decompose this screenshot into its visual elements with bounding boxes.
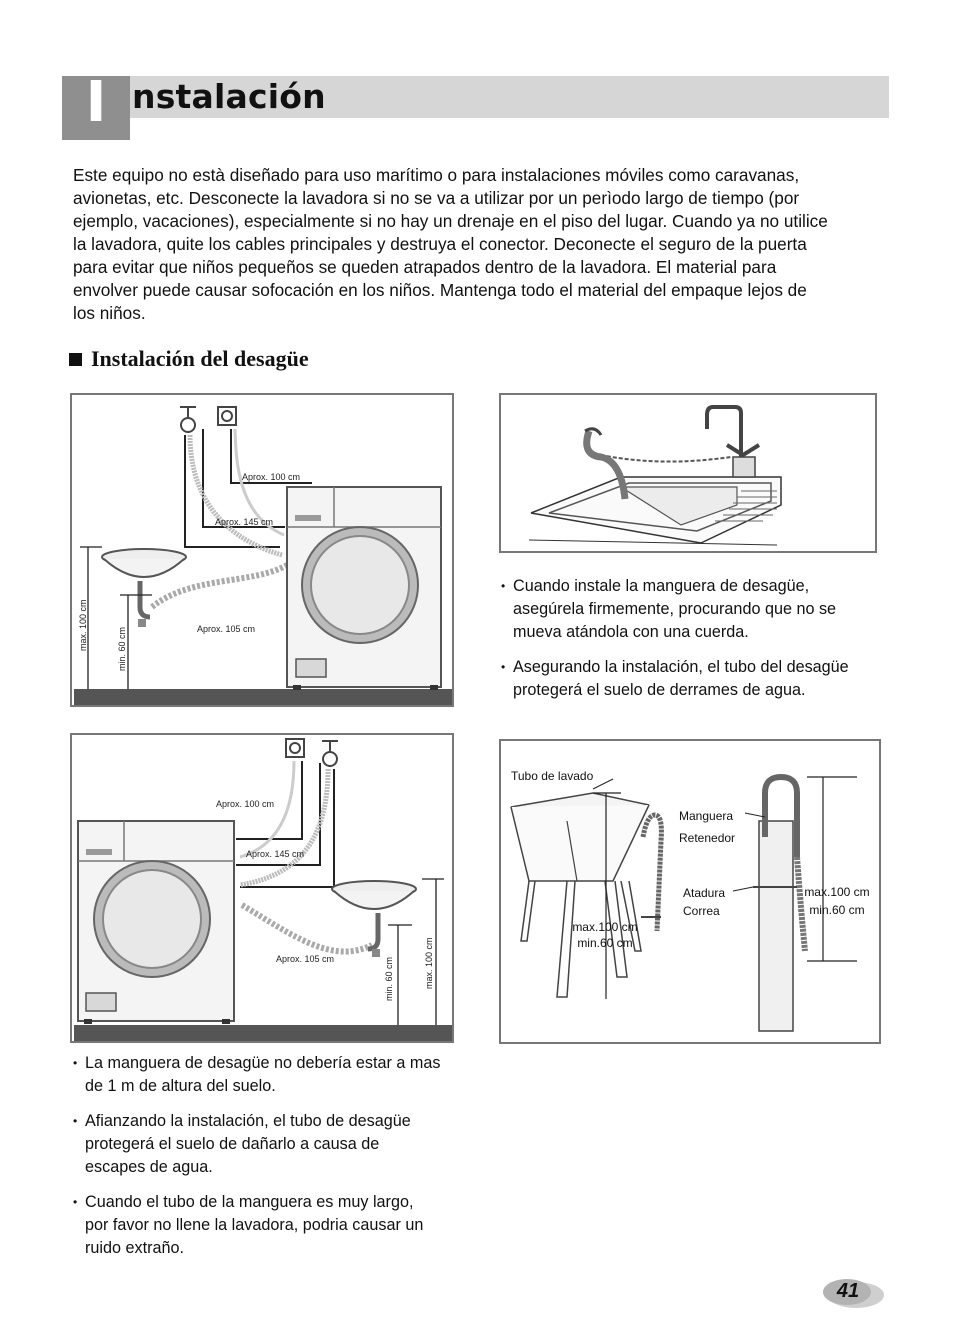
label-aprox-100: Aprox. 100 cm <box>216 799 275 809</box>
label-left-min: min.60 cm <box>577 936 633 950</box>
label-retenedor: Retenedor <box>679 831 736 845</box>
label-left-max: max.100 cm <box>572 920 638 934</box>
label-aprox-145: Aprox. 145 cm <box>246 849 305 859</box>
bullet-item <box>501 656 881 702</box>
figure-drain-sink-left <box>70 393 454 707</box>
bullet-item <box>73 1191 441 1260</box>
bullet-item <box>73 1052 441 1098</box>
figure-laundry-tub <box>499 739 881 1044</box>
bullet-item <box>501 575 881 644</box>
label-min-60: min. 60 cm <box>384 956 394 1001</box>
page-number: 41 <box>836 1280 860 1302</box>
label-max-100: max. 100 cm <box>424 937 434 989</box>
bullets-right <box>501 575 881 714</box>
bullet-item <box>73 1110 441 1179</box>
bullet-dot-icon: • <box>501 660 506 674</box>
label-right-min: min.60 cm <box>809 903 865 917</box>
label-correa: Correa <box>683 904 720 918</box>
label-aprox-105: Aprox. 105 cm <box>276 954 335 964</box>
bullet-text: Afianzando la instalación, el tubo de desagüe protegerá el suelo de dañarlo a causa de escapes de agua. <box>85 1112 411 1176</box>
figure-drain-sink-left-drawing <box>72 395 452 705</box>
label-max-100: max. 100 cm <box>78 599 88 651</box>
label-right-max: max.100 cm <box>804 885 870 899</box>
intro-paragraph: Este equipo no està diseñado para uso marítimo o para instalaciones móviles como caravanas, avionetas, etc. Desconecte la lavadora si no se va a utilizar por un perìodo largo de tiempo (por ejemplo, vacaciones), especialmente si no hay un drenaje en el piso del lugar. Cuando ya no utilice la lavadora, quite los cables principales y destruya el conector. Deconecte el seguro de la puerta para evitar que niños pequeños se queden atrapados dentro de la lavadora. El material para envolver puede causar sofocación en los niños. Mantenga todo el material del empaque lejos de los niños. <box>73 165 828 323</box>
bullet-text: La manguera de desagüe no debería estar a mas de 1 m de altura del suelo. <box>85 1054 441 1095</box>
title-initial: I <box>85 70 107 135</box>
label-manguera: Manguera <box>679 809 734 823</box>
label-min-60: min. 60 cm <box>117 626 127 671</box>
label-aprox-100: Aprox. 100 cm <box>242 472 301 482</box>
section-title: Instalación del desagüe <box>91 346 309 371</box>
page-number-badge <box>822 1277 884 1309</box>
page-title: nstalación <box>132 77 326 116</box>
figure-sink-hook <box>499 393 877 553</box>
bullet-text: Cuando el tubo de la manguera es muy largo, por favor no llene la lavadora, podria causar un ruido extraño. <box>85 1193 424 1257</box>
bullet-dot-icon: • <box>73 1195 78 1209</box>
figure-drain-sink-right <box>70 733 454 1043</box>
bullet-dot-icon: • <box>73 1056 78 1070</box>
square-bullet-icon <box>69 353 82 366</box>
figure-sink-hook-drawing <box>501 395 875 551</box>
label-aprox-145: Aprox. 145 cm <box>215 517 274 527</box>
bullet-text: Asegurando la instalación, el tubo del desagüe protegerá el suelo de derrames de agua. <box>513 658 849 699</box>
label-aprox-105: Aprox. 105 cm <box>197 624 256 634</box>
label-tubo-lavado: Tubo de lavado <box>511 769 594 783</box>
bullets-left <box>73 1052 441 1272</box>
bullet-dot-icon: • <box>73 1114 78 1128</box>
bullet-text: Cuando instale la manguera de desagüe, asegúrela firmemente, procurando que no se mueva atándola con una cuerda. <box>513 577 837 641</box>
figure-drain-sink-right-drawing <box>72 735 452 1041</box>
bullet-dot-icon: • <box>501 579 506 593</box>
label-atadura: Atadura <box>683 886 726 900</box>
